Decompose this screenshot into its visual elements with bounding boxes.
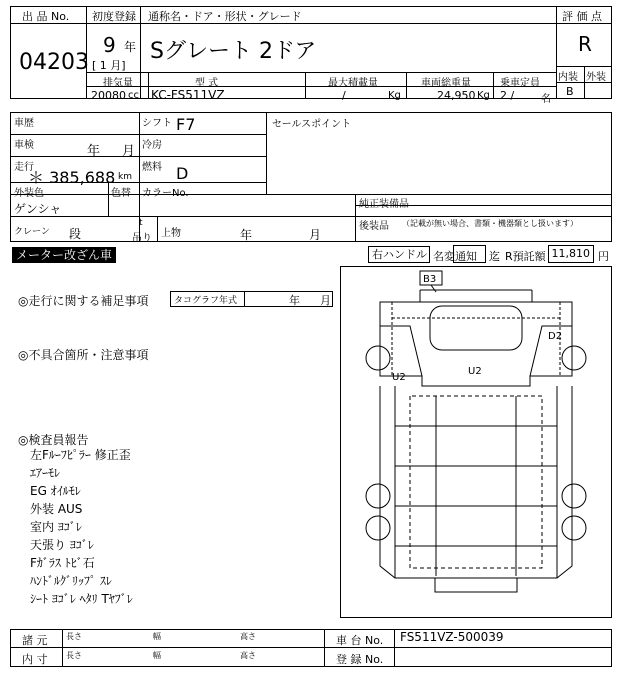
inspector-line: 天張り ﾖｺﾞﾚ — [30, 538, 94, 552]
odometer-tamper-flag: メーター改ざん車 — [12, 247, 116, 263]
body-label: 上物 — [161, 228, 181, 239]
front-left-wheel — [366, 346, 390, 370]
ext-color-value: ゲンシャ — [14, 202, 62, 216]
registration-no-label: 登 録 No. — [336, 653, 384, 666]
mileage-value: ＊ 385,688 — [28, 168, 116, 187]
chassis-no-label: 車 台 No. — [336, 634, 384, 647]
inspector-line: Fｶﾞﾗｽ ﾄﾋﾞ石 — [30, 556, 95, 570]
ac-label: 冷房 — [142, 140, 162, 151]
name-change-value — [453, 245, 486, 263]
bed-outline — [395, 386, 557, 578]
crane-lift-unit: t — [139, 218, 143, 228]
model-name-label: 通称名・ドア・形状・グレード — [148, 10, 302, 23]
sales-point-label: セールスポイント — [272, 119, 352, 130]
displacement-label: 排気量 — [103, 78, 133, 89]
bed-center — [436, 396, 516, 576]
ext-color-label: 外装色 — [14, 188, 44, 199]
deposit-label: R預託額 — [505, 250, 546, 263]
grade-value: R — [578, 32, 592, 56]
bed-side-left — [380, 386, 395, 578]
reg-year-unit: 年 — [124, 40, 137, 54]
interior-grade: B — [566, 85, 574, 98]
grade-label: 評 価 点 — [562, 10, 602, 23]
crane-step: 段 — [69, 227, 82, 241]
inspector-line: EG ｵｲﾙﾓﾚ — [30, 484, 81, 498]
bed-side-right — [557, 386, 572, 578]
shift-value: F7 — [176, 115, 196, 134]
aftermarket-label: 後装品 — [359, 221, 389, 232]
capacity-value: 2 / — [500, 89, 515, 102]
chassis-no-value: FS511VZ-500039 — [400, 630, 504, 644]
capacity-unit: 名 — [541, 94, 551, 105]
gvw-unit: Kg — [477, 90, 490, 101]
mark-u2-left: U2 — [392, 372, 406, 383]
model-code-label: 型 式 — [195, 78, 219, 89]
front-right-wheel — [562, 346, 586, 370]
reg-year: 9 — [103, 33, 116, 57]
inspection-label: 車検 — [14, 140, 34, 151]
crane-lift: 吊り — [132, 233, 152, 244]
tacho-month: 月 — [320, 294, 331, 307]
fuel-label: 燃料 — [142, 162, 162, 173]
inner-length-label: 長さ — [66, 651, 82, 660]
tacho-year: 年 — [289, 294, 300, 307]
body-year: 年 — [240, 228, 253, 242]
rear-bumper — [435, 578, 517, 592]
dims-label: 諸 元 — [22, 634, 48, 647]
truck-diagram — [340, 266, 612, 618]
color-change-label: 色替 — [111, 188, 131, 199]
inner-width-label: 幅 — [153, 651, 161, 660]
max-load-label: 最大積載量 — [328, 78, 378, 89]
inspector-line: ｼｰﾄ ﾖｺﾞﾚ ﾍﾀﾘ Tﾔﾌﾞﾚ — [30, 592, 133, 606]
mark-b3-leader — [431, 285, 436, 292]
crane-label: クレーン — [14, 227, 50, 237]
exterior-grade-label: 外装 — [586, 72, 606, 83]
inner-height-label: 高さ — [240, 651, 256, 660]
shift-label: シフト — [142, 118, 172, 129]
model-name: Sグレート 2ドア — [150, 39, 317, 64]
tacho-label: タコグラフ年式 — [174, 296, 238, 306]
history-label: 車歴 — [14, 118, 34, 129]
inspector-line: 室内 ﾖｺﾞﾚ — [30, 520, 82, 534]
fuel-value: D — [176, 164, 189, 183]
windshield — [430, 306, 522, 350]
defects-label: ◎不具合箇所・注意事項 — [18, 348, 149, 362]
max-load-unit: Kg — [388, 90, 401, 101]
lot-number-label: 出 品 No. — [22, 10, 70, 23]
inspector-line: 左Fﾙｰﾌﾋﾟﾗｰ 修正歪 — [30, 448, 131, 462]
running-notes-label: ◎走行に関する補足事項 — [18, 294, 149, 308]
inspector-lines — [30, 446, 133, 608]
cab-dash — [392, 302, 563, 376]
max-load-value: / — [342, 89, 346, 102]
inspector-line: 外装 AUS — [30, 502, 83, 516]
mileage-label: 走行 — [14, 162, 34, 173]
deposit-unit: 円 — [598, 250, 609, 263]
model-code-value: KC-FS511VZ — [151, 88, 225, 102]
body-month: 月 — [309, 228, 322, 242]
inspection-year: 年 — [87, 144, 101, 159]
footer-table — [10, 629, 612, 667]
lot-number: 04203 — [19, 50, 89, 75]
gvw-label: 車両総重量 — [421, 78, 471, 89]
deposit-prefix: 迄 — [489, 250, 500, 263]
rear-left-wheel-1 — [366, 484, 390, 508]
color-no-label: カラーNo. — [142, 188, 189, 199]
displacement-value: 20080 — [91, 89, 126, 102]
reg-month: [ 1 月] — [92, 59, 126, 72]
aftermarket-note: （記載が無い場合、書類・機器類とし扱います） — [402, 219, 578, 228]
inspector-line: ﾊﾝﾄﾞﾙｸﾞﾘｯﾌﾟ ｽﾚ — [30, 574, 112, 588]
genuine-equipment-label: 純正装備品 — [359, 199, 409, 210]
inspector-report-label: ◎検査員報告 — [18, 433, 89, 447]
displacement-unit: cc — [128, 90, 139, 101]
inner-dims-label: 内 寸 — [22, 653, 48, 666]
door-left — [380, 326, 422, 376]
mark-b3: B3 — [423, 274, 437, 285]
interior-grade-label: 内装 — [558, 72, 578, 83]
capacity-label: 乗車定員 — [500, 78, 540, 89]
gvw-value: 24,950 — [437, 89, 476, 102]
rear-right-wheel-1 — [562, 484, 586, 508]
rear-left-wheel-2 — [366, 516, 390, 540]
inspector-line: ｴｱｰﾓﾚ — [30, 466, 61, 480]
dims-height-label: 高さ — [240, 632, 256, 641]
first-reg-label: 初度登録 — [92, 10, 136, 23]
rear-right-wheel-2 — [562, 516, 586, 540]
cab-roof — [420, 290, 532, 302]
dims-length-label: 長さ — [66, 632, 82, 641]
mark-d2: D2 — [548, 331, 563, 342]
name-change-label: 名変通知 — [433, 250, 477, 263]
rhd-flag: 右ハンドル — [368, 246, 430, 263]
mileage-unit: km — [118, 172, 132, 182]
mark-u2-center: U2 — [468, 366, 482, 377]
inspection-month: 月 — [122, 144, 136, 159]
deposit-value: 11,810 — [548, 245, 594, 263]
dims-width-label: 幅 — [153, 632, 161, 641]
bed-inner — [410, 396, 542, 568]
